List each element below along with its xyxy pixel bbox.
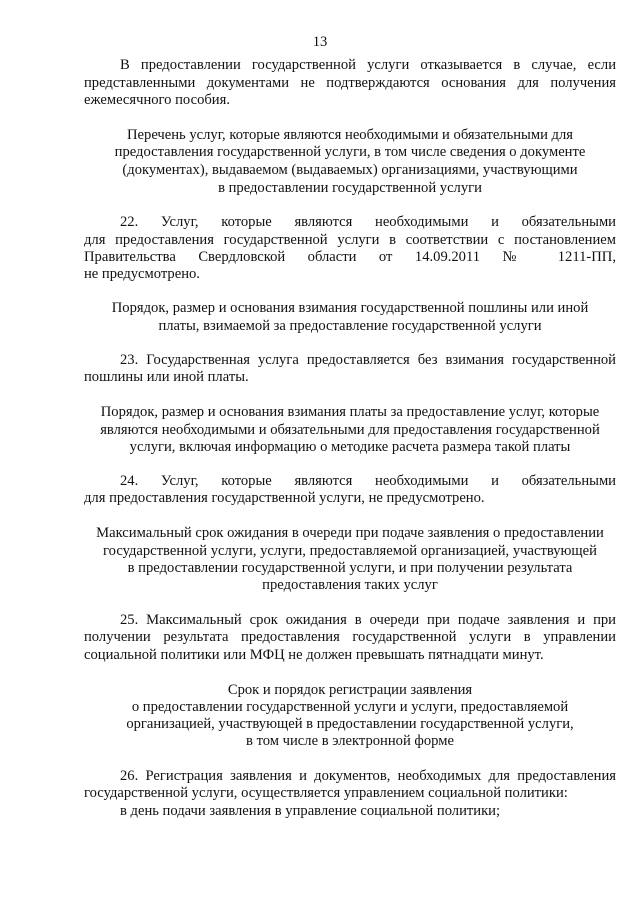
heading-wait-line-4: предоставления таких услуг <box>262 577 438 593</box>
paragraph-22-line-2: для предоставления государственной услуги в соответствии с постановлением <box>84 232 616 248</box>
paragraph-25-line-2: получении результата предоставления государственной услуги в управлении <box>84 629 616 645</box>
paragraph-22-line-1: 22. Услуг, которые являются необходимыми и обязательными <box>120 214 616 230</box>
paragraph-refusal-line-2: представленными документами не подтверждаются основания для получения <box>84 75 616 91</box>
paragraph-24-line-2: для предоставления государственной услуги, не предусмотрено. <box>84 490 485 506</box>
heading-wait-line-2: государственной услуги, услуги, предоставляемой организацией, участвующей <box>103 543 597 559</box>
heading-fee-line-2: являются необходимыми и обязательными для предоставления государственной <box>100 422 600 438</box>
paragraph-26-line-2: государственной услуги, осуществляется управлением социальной политики: <box>84 785 568 801</box>
paragraph-22-line-3: Правительства Свердловской области от 14.09.2011 № 1211-ПП, <box>84 249 616 265</box>
heading-registration-line-2: о предоставлении государственной услуги и услуги, предоставляемой <box>131 699 569 715</box>
heading-services-line-4: в предоставлении государственной услуги <box>218 180 482 196</box>
heading-services-line-2: предоставления государственной услуги, в том числе сведения о документе <box>114 144 586 160</box>
paragraph-23-line-1: 23. Государственная услуга предоставляется без взимания государственной <box>120 352 616 368</box>
paragraph-23-line-2: пошлины или иной платы. <box>84 369 249 385</box>
paragraph-24-line-1: 24. Услуг, которые являются необходимыми и обязательными <box>120 473 616 489</box>
paragraph-25-line-1: 25. Максимальный срок ожидания в очереди при подаче заявления и при <box>120 612 616 628</box>
paragraph-25-line-3: социальной политики или МФЦ не должен превышать пятнадцати минут. <box>84 647 544 663</box>
heading-wait-line-3: в предоставлении государственной услуги, и при получении результата <box>127 560 573 576</box>
heading-duty-line-1: Порядок, размер и основания взимания государственной пошлины или иной <box>111 300 589 316</box>
paragraph-26-line-1: 26. Регистрация заявления и документов, необходимых для предоставления <box>120 768 616 784</box>
heading-registration-line-3: организацией, участвующей в предоставлении государственной услуги, <box>126 716 574 732</box>
paragraph-refusal-line-1: В предоставлении государственной услуги отказывается в случае, если <box>120 57 616 73</box>
heading-services-line-3: (документах), выдаваемом (выдаваемых) организациями, участвующими <box>122 162 578 178</box>
heading-fee-line-3: услуги, включая информацию о методике расчета размера такой платы <box>129 439 571 455</box>
heading-registration-line-1: Срок и порядок регистрации заявления <box>227 682 473 698</box>
paragraph-22-line-4: не предусмотрено. <box>84 266 200 282</box>
heading-services-line-1: Перечень услуг, которые являются необходимыми и обязательными для <box>127 127 573 143</box>
paragraph-refusal-line-3: ежемесячного пособия. <box>84 92 230 108</box>
paragraph-26-line-3: в день подачи заявления в управление социальной политики; <box>120 803 501 819</box>
heading-fee-line-1: Порядок, размер и основания взимания платы за предоставление услуг, которые <box>100 404 600 420</box>
heading-duty-line-2: платы, взимаемой за предоставление государственной услуги <box>158 318 542 334</box>
page-number: 13 <box>312 34 328 50</box>
heading-wait-line-1: Максимальный срок ожидания в очереди при подаче заявления о предоставлении <box>96 525 604 541</box>
heading-registration-line-4: в том числе в электронной форме <box>246 733 454 749</box>
